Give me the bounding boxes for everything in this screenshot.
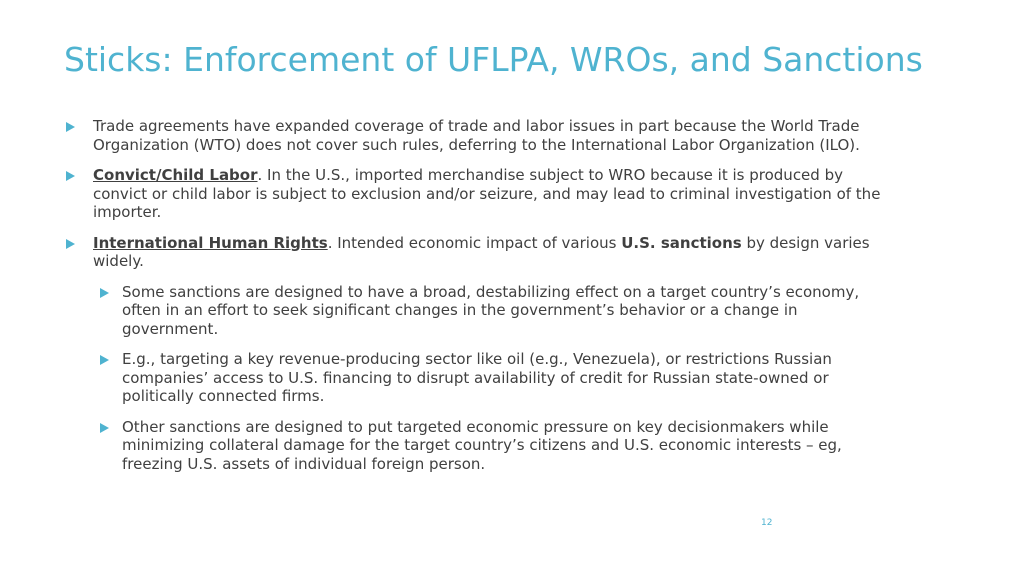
bullet-body: by design varies widely. bbox=[93, 233, 870, 270]
bullet-text: E.g., targeting a key revenue-producing sector like oil (e.g., Venezuela), or restrictions Russian companies’ access to U.S. financing to disrupt availability of credit for Russian state-owned or politically connected firms. bbox=[122, 350, 832, 405]
bullet-list bbox=[66, 117, 896, 485]
bullet-international-human-rights bbox=[66, 234, 896, 271]
bullet-arrow-icon bbox=[66, 239, 75, 249]
sub-bullet-broad-sanctions bbox=[100, 283, 896, 339]
bullet-bold-sanctions: U.S. sanctions bbox=[621, 233, 742, 252]
sub-bullet-example-sanctions bbox=[100, 350, 896, 406]
bullet-body: . In the U.S., imported merchandise subject to WRO because it is produced by convict or child labor is subject to exclusion and/or seizure, and may lead to criminal investigation of the importer. bbox=[93, 166, 881, 221]
page-number: 12 bbox=[761, 518, 773, 528]
bullet-text: Other sanctions are designed to put targeted economic pressure on key decisionmakers while minimizing collateral damage for the target country’s citizens and U.S. economic interests – eg, freezing U.S. assets of individual foreign person. bbox=[122, 417, 842, 473]
bullet-text: Some sanctions are designed to have a broad, destabilizing effect on a target country’s economy, often in an effort to seek significant changes in the government’s behavior or a change in government. bbox=[122, 282, 860, 338]
bullet-heading-human-rights: International Human Rights bbox=[93, 233, 328, 252]
bullet-heading-convict-child-labor: Convict/Child Labor bbox=[93, 166, 258, 184]
bullet-arrow-icon bbox=[100, 355, 109, 365]
bullet-arrow-icon bbox=[100, 423, 109, 433]
slide-title: Sticks: Enforcement of UFLPA, WROs, and Sanctions bbox=[64, 40, 923, 79]
bullet-convict-child-labor bbox=[66, 166, 896, 222]
sub-bullet-targeted-sanctions bbox=[100, 418, 896, 474]
bullet-text: Trade agreements have expanded coverage of trade and labor issues in part because the World Trade Organization (WTO) does not cover such rules, deferring to the International Labor Organization (ILO). bbox=[93, 117, 860, 154]
bullet-trade-agreements bbox=[66, 117, 896, 154]
bullet-text bbox=[93, 234, 896, 271]
bullet-arrow-icon bbox=[66, 122, 75, 132]
bullet-body: . Intended economic impact of various bbox=[327, 233, 622, 252]
bullet-arrow-icon bbox=[66, 171, 75, 181]
bullet-arrow-icon bbox=[100, 288, 109, 298]
bullet-text bbox=[93, 166, 896, 222]
